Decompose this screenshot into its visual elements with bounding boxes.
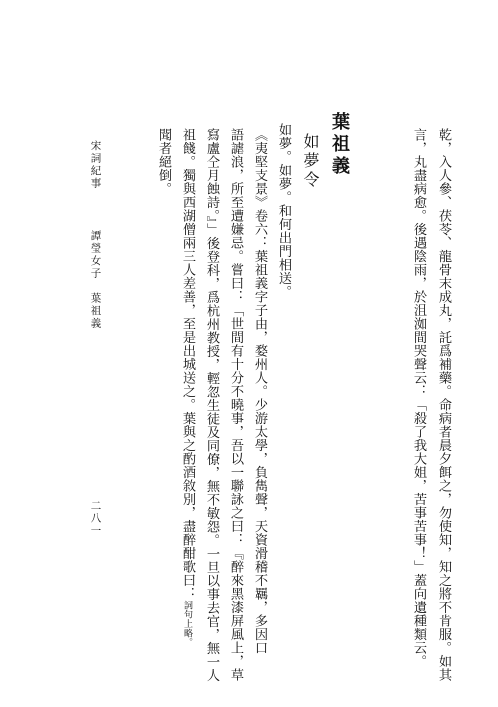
verse-line: 如夢。如夢。和何出門相送。: [276, 123, 291, 299]
entry-title: 葉祖義: [329, 112, 350, 178]
entry-line-5: 聞者絕倒。: [156, 128, 171, 196]
entry-line-4: [181, 128, 194, 647]
tune-title: 如夢令: [301, 133, 320, 190]
entry-line-1: 《夷堅支景》卷六：葉祖義字子由，婺州人。少游太學，負雋聲，天資滑稽不羈，多因口: [252, 128, 267, 655]
section-label: 譚瑩女子 葉祖義: [89, 230, 102, 330]
book-title: 宋詞紀事: [89, 140, 102, 190]
entry-line-4-text: 祖餞。獨與西湖僧兩三人差善，至是出城送之。葉與之酌酒敘別，盡醉酣歌曰：: [180, 128, 195, 601]
entry-line-2: 語謔浪，所至遭嫌忌。嘗曰：「世間有十分不曉事，吾以一聯詠之曰：『醉來黑漆屏風上，草: [228, 128, 243, 682]
entry-line-3: 寫盧仝月蝕詩。』」後登科，爲杭州教授，輕忽生徒及同僚，無不敏怨。一旦以事去官，無一人: [204, 128, 219, 682]
page-number: 二八一: [89, 500, 102, 538]
inline-note: 詞句上略。: [182, 600, 192, 647]
prev-entry-line-2: 言，丸盡病愈。後遇陰雨，於沮洳間哭聲云：「殺了我大姐，苦事苦事！」蓋向遺種類云。: [411, 128, 426, 668]
prev-entry-line-1: 乾，入人參、茯苓、龍骨末成丸，託爲補藥。命病者晨夕餌之，勿使知，知之將不肯服。如其: [436, 128, 451, 682]
